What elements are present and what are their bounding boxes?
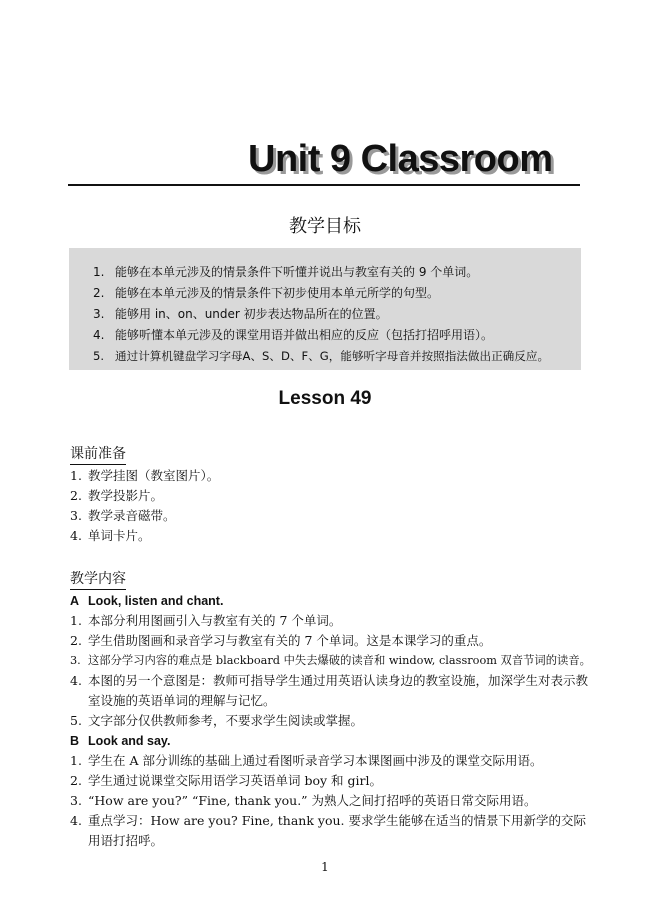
content-list bbox=[70, 591, 590, 851]
page-number: 1 bbox=[321, 860, 329, 874]
content-heading: 教学内容 bbox=[70, 570, 126, 590]
objective-item: 5. 通过计算机键盘学习字母A、S、D、F、G，能够听字母音并按照指法做出正确反应。 bbox=[93, 349, 550, 363]
preparation-heading: 课前准备 bbox=[70, 445, 126, 465]
list-item: 5. 文字部分仅供教师参考，不要求学生阅读或掌握。 bbox=[70, 713, 364, 728]
title-rule bbox=[68, 184, 580, 186]
objectives-box bbox=[69, 248, 581, 370]
objective-item: 3. 能够用 in、on、under 初步表达物品所在的位置。 bbox=[93, 307, 388, 321]
part-a-heading: A Look, listen and chant. bbox=[70, 594, 224, 608]
objective-item: 1. 能够在本单元涉及的情景条件下听懂并说出与教室有关的 9 个单词。 bbox=[93, 265, 479, 279]
list-item: 2. 学生借助图画和录音学习与教室有关的 7 个单词。这是本课学习的重点。 bbox=[70, 633, 492, 648]
list-item: 1. 学生在 A 部分训练的基础上通过看图听录音学习本课图画中涉及的课堂交际用语。 bbox=[70, 753, 543, 768]
list-item: 3. “How are you?” “Fine, thank you.” 为熟人之间打招呼的英语日常交际用语。 bbox=[70, 793, 537, 808]
objectives-heading: 教学目标 bbox=[289, 216, 361, 237]
list-item: 1. 教学挂图（教室图片）。 bbox=[70, 468, 220, 483]
list-item: 2. 学生通过说课堂交际用语学习英语单词 boy 和 girl。 bbox=[70, 773, 382, 788]
part-b-heading: B Look and say. bbox=[70, 734, 171, 748]
list-item: 4. 重点学习：How are you? Fine, thank you. 要求学生能够在适当的情景下用新学的交际用语打招呼。 bbox=[70, 813, 586, 848]
list-item: 4. 本图的另一个意图是：教师可指导学生通过用英语认读身边的教室设施，加深学生对表示教室设施的英语单词的理解与记忆。 bbox=[70, 673, 589, 708]
objective-item: 4. 能够听懂本单元涉及的课堂用语并做出相应的反应（包括打招呼用语）。 bbox=[93, 328, 494, 342]
list-item: 3. 这部分学习内容的难点是 blackboard 中失去爆破的读音和 window, classroom 双音节词的读音。 bbox=[70, 654, 591, 667]
objective-item: 2. 能够在本单元涉及的情景条件下初步使用本单元所学的句型。 bbox=[93, 286, 440, 300]
unit-title: Unit 9 Classroom bbox=[248, 138, 553, 180]
list-item: 2. 教学投影片。 bbox=[70, 488, 164, 503]
lesson-title: Lesson 49 bbox=[278, 388, 372, 409]
preparation-list bbox=[70, 466, 590, 546]
list-item: 3. 教学录音磁带。 bbox=[70, 508, 176, 523]
list-item: 4. 单词卡片。 bbox=[70, 528, 151, 543]
list-item: 1. 本部分利用图画引入与教室有关的 7 个单词。 bbox=[70, 613, 342, 628]
